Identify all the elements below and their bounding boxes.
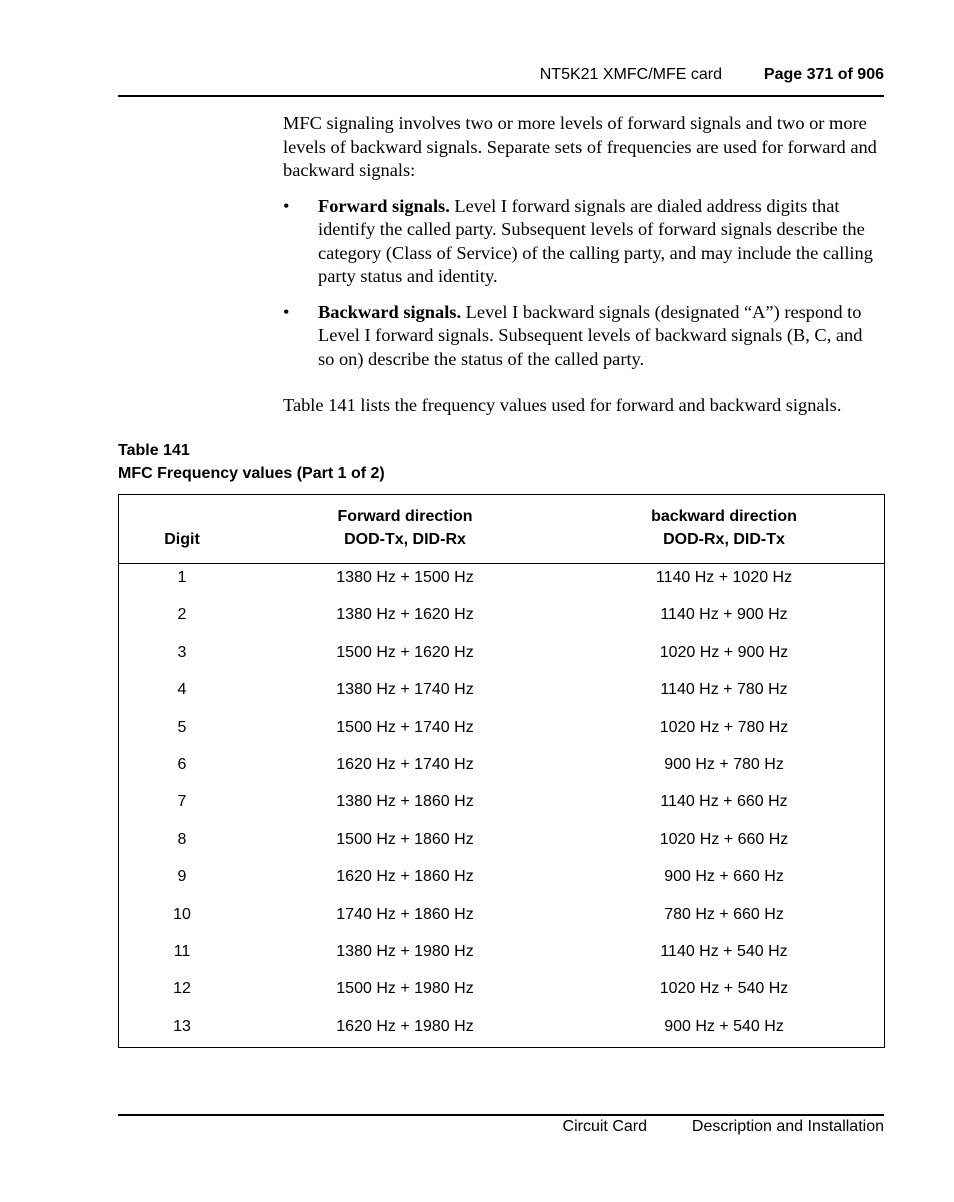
footer-right: Description and Installation [691,1118,884,1135]
header-forward-line1: Forward direction [337,508,473,525]
table-row [119,975,884,1012]
bullet-marker: • [283,195,290,216]
table-reference-paragraph: Table 141 lists the frequency values used for forward and backward signals. [283,395,842,415]
page-header [118,66,884,88]
bullet-text: Level I backward signals (designated “A”) respond to Level I forward signals. Subsequent levels of backward signals (B, C, and so on) describe the status of the called party. [318,301,863,369]
cell-backward: 780 Hz + 660 Hz [664,905,784,923]
cell-forward: 1500 Hz + 1860 Hz [336,830,474,848]
cell-forward: 1620 Hz + 1980 Hz [336,1017,474,1035]
cell-digit: 2 [177,606,187,624]
cell-digit: 12 [173,980,191,998]
cell-backward: 1140 Hz + 1020 Hz [655,569,793,586]
footer-rule [118,1114,884,1116]
cell-backward: 1140 Hz + 780 Hz [660,681,788,699]
cell-digit: 11 [173,943,191,960]
header-forward-line2: DOD-Tx, DID-Rx [344,531,466,548]
cell-backward: 900 Hz + 540 Hz [664,1017,784,1035]
cell-backward: 1020 Hz + 780 Hz [659,718,789,736]
cell-digit: 8 [177,830,187,848]
bullet-backward-signals [283,301,883,372]
cell-forward: 1620 Hz + 1740 Hz [336,756,474,773]
cell-digit: 4 [177,681,187,699]
header-rule [118,95,884,97]
document-title: NT5K21 XMFC/MFE card [539,66,722,83]
cell-backward: 1140 Hz + 900 Hz [660,606,788,624]
cell-forward: 1500 Hz + 1980 Hz [336,980,474,998]
bullet-marker: • [283,301,290,322]
cell-forward: 1380 Hz + 1980 Hz [336,943,474,960]
cell-forward: 1380 Hz + 1860 Hz [336,793,474,811]
cell-backward: 1140 Hz + 660 Hz [660,793,788,811]
table-row [119,751,884,788]
page-number: Page 371 of 906 [763,66,884,83]
cell-digit: 1 [177,569,187,586]
cell-digit: 7 [177,793,187,811]
table-row [119,714,884,751]
table-row [119,901,884,938]
table-row [119,676,884,713]
table-row [119,1013,884,1050]
frequency-table [118,494,885,1048]
table-header [119,495,884,564]
table-row [119,601,884,638]
bullet-forward-signals [283,195,883,289]
cell-forward: 1380 Hz + 1500 Hz [336,569,474,586]
page-footer [118,1118,884,1140]
cell-digit: 6 [177,756,187,773]
cell-digit: 9 [177,868,187,886]
header-forward-direction [305,505,505,551]
table-row [119,826,884,863]
cell-digit: 10 [173,905,191,923]
cell-backward: 1020 Hz + 660 Hz [659,830,789,848]
cell-forward: 1380 Hz + 1740 Hz [336,681,474,699]
bullet-text: Level I forward signals are dialed address digits that identify the called party. Subsequent levels of forward signals describe the category (Class of Service) of the calling party, and may include the calling party status and identity. [318,195,873,286]
header-backward-line2: DOD-Rx, DID-Tx [663,531,785,548]
table-caption [118,439,385,485]
intro-paragraph: MFC signaling involves two or more levels of forward signals and two or more levels of backward signals. Separate sets of frequencies are used for forward and backward signals: [283,113,877,180]
header-digit: Digit [164,531,200,548]
header-backward-line1: backward direction [651,508,797,525]
cell-backward: 1140 Hz + 540 Hz [660,943,788,960]
cell-forward: 1620 Hz + 1860 Hz [336,868,474,886]
bullet-term: Forward signals. [318,195,450,216]
footer-left: Circuit Card [562,1118,647,1135]
cell-backward: 1020 Hz + 540 Hz [659,980,789,998]
bullet-term: Backward signals. [318,301,462,322]
cell-digit: 3 [177,643,187,661]
cell-digit: 13 [173,1017,191,1035]
cell-backward: 1020 Hz + 900 Hz [659,643,789,661]
cell-forward: 1500 Hz + 1620 Hz [336,643,474,661]
cell-digit: 5 [177,718,187,736]
table-row [119,788,884,825]
table-row [119,564,884,601]
table-row [119,639,884,676]
cell-forward: 1740 Hz + 1860 Hz [336,905,474,923]
table-title: MFC Frequency values (Part 1 of 2) [118,465,385,482]
table-row [119,938,884,975]
cell-forward: 1500 Hz + 1740 Hz [336,718,474,736]
cell-backward: 900 Hz + 780 Hz [664,756,784,773]
cell-forward: 1380 Hz + 1620 Hz [336,606,474,624]
table-number: Table 141 [118,442,190,459]
header-backward-direction [624,505,824,551]
body-text [283,112,883,418]
table-row [119,863,884,900]
cell-backward: 900 Hz + 660 Hz [664,868,784,886]
